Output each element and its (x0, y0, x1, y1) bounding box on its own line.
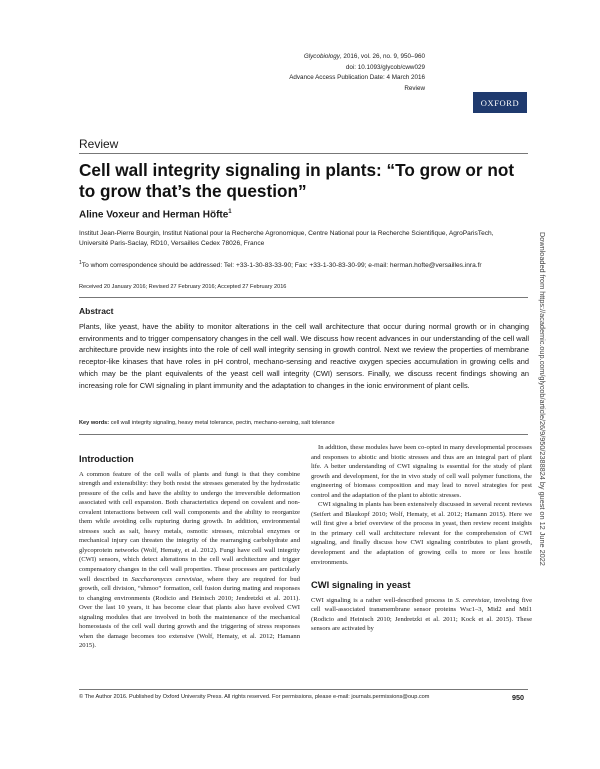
article-title: Cell wall integrity signaling in plants: “To grow or not to grow that’s the question” (79, 160, 515, 201)
left-column (79, 454, 300, 651)
intro-text-end: , where they are required for bud growth, cell division, “shmoo” formation, cell fusion during mating and responses to changing environments (Rodicio and Heinisch 2010; Jendretzki et al. 2011). Over the last 10 years, it has become clear that plants also have evolved CWI signaling modules that are involved in both the maintenance of the mechanical homeostasis of the cell wall during growth and the triggering of stress responses when the damage becomes too extensive (Wolf, Hematy, et al. 2012; Hamann 2015). (79, 575, 300, 650)
cwi-species: S. cerevisiae (455, 596, 490, 604)
keywords (79, 420, 529, 426)
footer-rule (79, 689, 528, 690)
abstract-heading: Abstract (79, 306, 114, 316)
page-number: 950 (512, 693, 524, 702)
intro-heading: Introduction (79, 453, 134, 464)
journal-name: Glycobiology (303, 53, 340, 60)
doi[interactable]: doi: 10.1093/glycob/cww029 (345, 63, 425, 71)
citation-line (289, 52, 425, 63)
abstract-top-rule (79, 297, 528, 298)
advance-access-date: Advance Access Publication Date: 4 March 2016 (289, 74, 425, 81)
cwi-text-end: , involving five cell wall-associated transmembrane sensor proteins Wsc1–3, Mid2 and Mtl1 (Rodicio and Heinisch 2010; Jendretzki et al. 2011; Kock et al. 2015). These sensors are activated by (311, 596, 532, 633)
download-note: Downloaded from https://academic.oup.com/glycob/article/26/9/950/2388824 by guest on 12 June 2022 (538, 232, 547, 566)
right-column (311, 443, 532, 634)
correspondence-sup: 1 (79, 260, 82, 266)
correspondence (79, 258, 524, 272)
section-label: Review (79, 137, 119, 151)
received-dates: Received 20 January 2016; Revised 27 February 2016; Accepted 27 February 2016 (79, 284, 287, 290)
cwi-yeast-heading: CWI signaling in yeast (311, 579, 411, 591)
header-rule (79, 153, 528, 154)
journal-metadata (289, 52, 425, 94)
author-sup: 1 (228, 209, 232, 215)
abstract-text: Plants, like yeast, have the ability to monitor alterations in the cell wall architecture that occur during normal growth or in changing environments and to trigger compensatory changes in the cell wall. We discuss how recent advances in our understanding of the cell wall architecture provide new insights into the role of cell wall integrity sensing in growth control. Next we review the properties of membrane receptor-like kinases that have roles in pH control, mechano-sensing and reactive oxygen species accumulation in growing cells and which may be the plant equivalents of the yeast cell wall integrity (CWI) sensors. Finally, we discuss recent findings showing an increasing role for CWI signaling in plant immunity and the adaptation to changes in the ionic environment of plant cells. (79, 322, 529, 390)
copyright: © The Author 2016. Published by Oxford University Press. All rights reserved. For permissions, please e-mail: journals.permissions@oup.com (79, 694, 430, 700)
article-type: Review (404, 84, 425, 92)
intro-species: Saccharomyces cerevisiae (131, 575, 203, 583)
author-names: Aline Voxeur and Herman Höfte (79, 209, 229, 221)
abstract-bottom-rule (79, 434, 528, 435)
citation: , 2016, vol. 26, no. 9, 950–960 (339, 53, 425, 60)
oxford-logo: OXFORD (473, 92, 527, 113)
authors (79, 209, 232, 220)
intro-text: A common feature of the cell walls of plants and fungi is that they combine strength and extensibility: they both resist the stresses generated by the hydrostatic pressure of the cells and have the ability to undergo the irreversible deformation associated with cell expansion. Both characteristics depend on covalent and non-covalent interactions between cell wall components and the ability to reorganize them while avoiding cells rupturing during growth. In addition, environmental stresses such as salt, heavy metals, osmotic stresses, microbial enzymes or mechanical injury can threaten the integrity of the rearranging carbohydrate and glycoprotein networks (Wolf, Hematy, et al. 2012). Fungi have cell wall integrity (CWI) sensors, which detect alterations in the cell wall architecture and trigger compensatory changes in the cell wall properties. These processes are particularly well described in (79, 470, 300, 583)
right-paragraph-3 (311, 596, 532, 634)
keywords-text: cell wall integrity signaling, heavy metal tolerance, pectin, mechano-sensing, salt tolerance (109, 420, 335, 426)
keywords-label: Key words: (79, 420, 110, 426)
intro-paragraph (79, 470, 300, 651)
right-paragraph-1: In addition, these modules have been co-opted in many developmental processes and responses to abiotic and biotic stresses and thus are an integral part of plant life. A better understanding of CWI signaling is essential for the study of plant growth and development, for the in vivo study of cell wall polymer functions, the engineering of biomass composition and may lead to novel strategies for pest control and the adaptation of the plant to abiotic stresses. (311, 444, 532, 499)
affiliation: Institut Jean-Pierre Bourgin, Institut National pour la Recherche Agronomique, Centre National pour la Recherche Scientifique, AgroParisTech, Université Paris-Saclay, RD10, Versailles Cedex 78026, France (79, 230, 494, 248)
correspondence-text: To whom correspondence should be addressed: Tel: +33-1-30-83-33-90; Fax: +33-1-30-83-30-99; e-mail: herman.hofte@versailles.inra.fr (81, 262, 482, 270)
cwi-text: CWI signaling is a rather well-described process in (311, 596, 456, 604)
right-paragraph-2: CWI signaling in plants has been extensively discussed in several recent reviews (Seifert and Blaukopf 2010; Wolf, Hematy, et al. 2012; Hamann 2015). Here we will first give a brief overview of the process in yeast, then review recent insights in the primary cell wall architecture relevant for the comprehension of CWI signaling, and finally discuss how CWI signaling contributes to plant growth, development and the adaptation of growing cells to more or less hostile environments. (311, 501, 532, 566)
